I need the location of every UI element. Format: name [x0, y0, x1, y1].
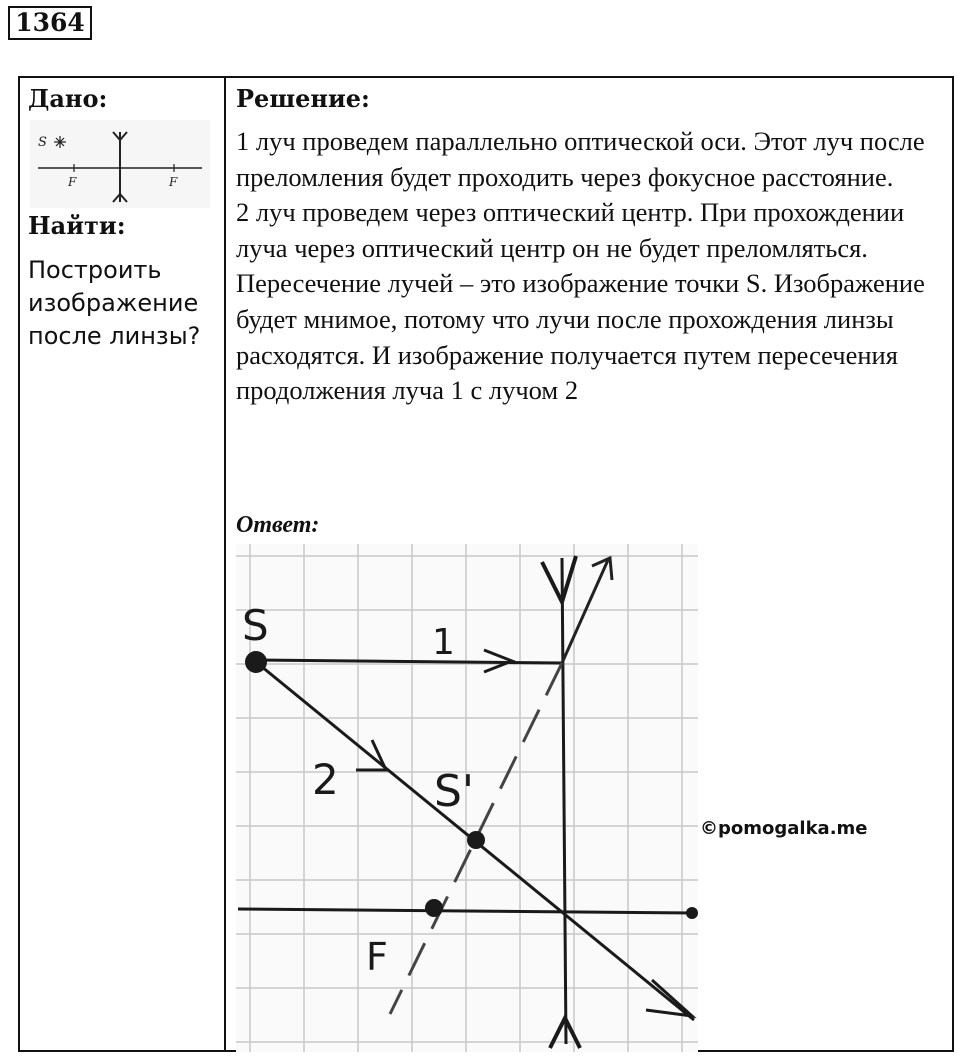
solution-paragraph-3: Пересечение лучей – это изображение точки S. Изображение будет мнимое, потому что лучи после прохождения линзы расходятся. И изображение получается путем пересечения продолжения луча 1 с лучом 2 — [236, 268, 925, 406]
given-focus-left-label: F — [68, 175, 77, 189]
column-divider — [224, 78, 226, 1050]
solution-paragraph-1: 1 луч проведем параллельно оптической оси. Этот луч после преломления будет проходить через фокусное расстояние. — [236, 126, 925, 192]
given-source-label: S — [38, 135, 47, 150]
image-label: S' — [434, 766, 475, 817]
focus-point — [425, 899, 443, 917]
focus-label: F — [366, 935, 388, 979]
solution-label: Решение: — [236, 84, 370, 113]
image-point — [467, 831, 485, 849]
problem-number: 1364 — [8, 6, 92, 40]
solution-paragraph-2: 2 луч проведем через оптический центр. При прохождении луча через оптический центр он не будет преломляться. — [236, 197, 905, 263]
solution-text — [236, 124, 936, 409]
watermark: ©pomogalka.me — [700, 818, 868, 839]
answer-ray-diagram — [236, 544, 698, 1052]
ray-1-label: 1 — [432, 622, 455, 663]
find-text: Построить изображение после линзы? — [28, 256, 201, 350]
solution-table — [18, 76, 954, 1052]
source-label: S — [242, 601, 269, 650]
given-lens-diagram — [30, 120, 210, 208]
source-point — [245, 651, 267, 673]
given-label: Дано: — [28, 84, 108, 113]
given-focus-right-label: F — [169, 175, 178, 189]
axis-end-dot — [686, 907, 698, 919]
answer-label: Ответ: — [236, 512, 320, 538]
ray-2-label: 2 — [312, 755, 339, 804]
find-label: Найти: — [28, 211, 126, 240]
